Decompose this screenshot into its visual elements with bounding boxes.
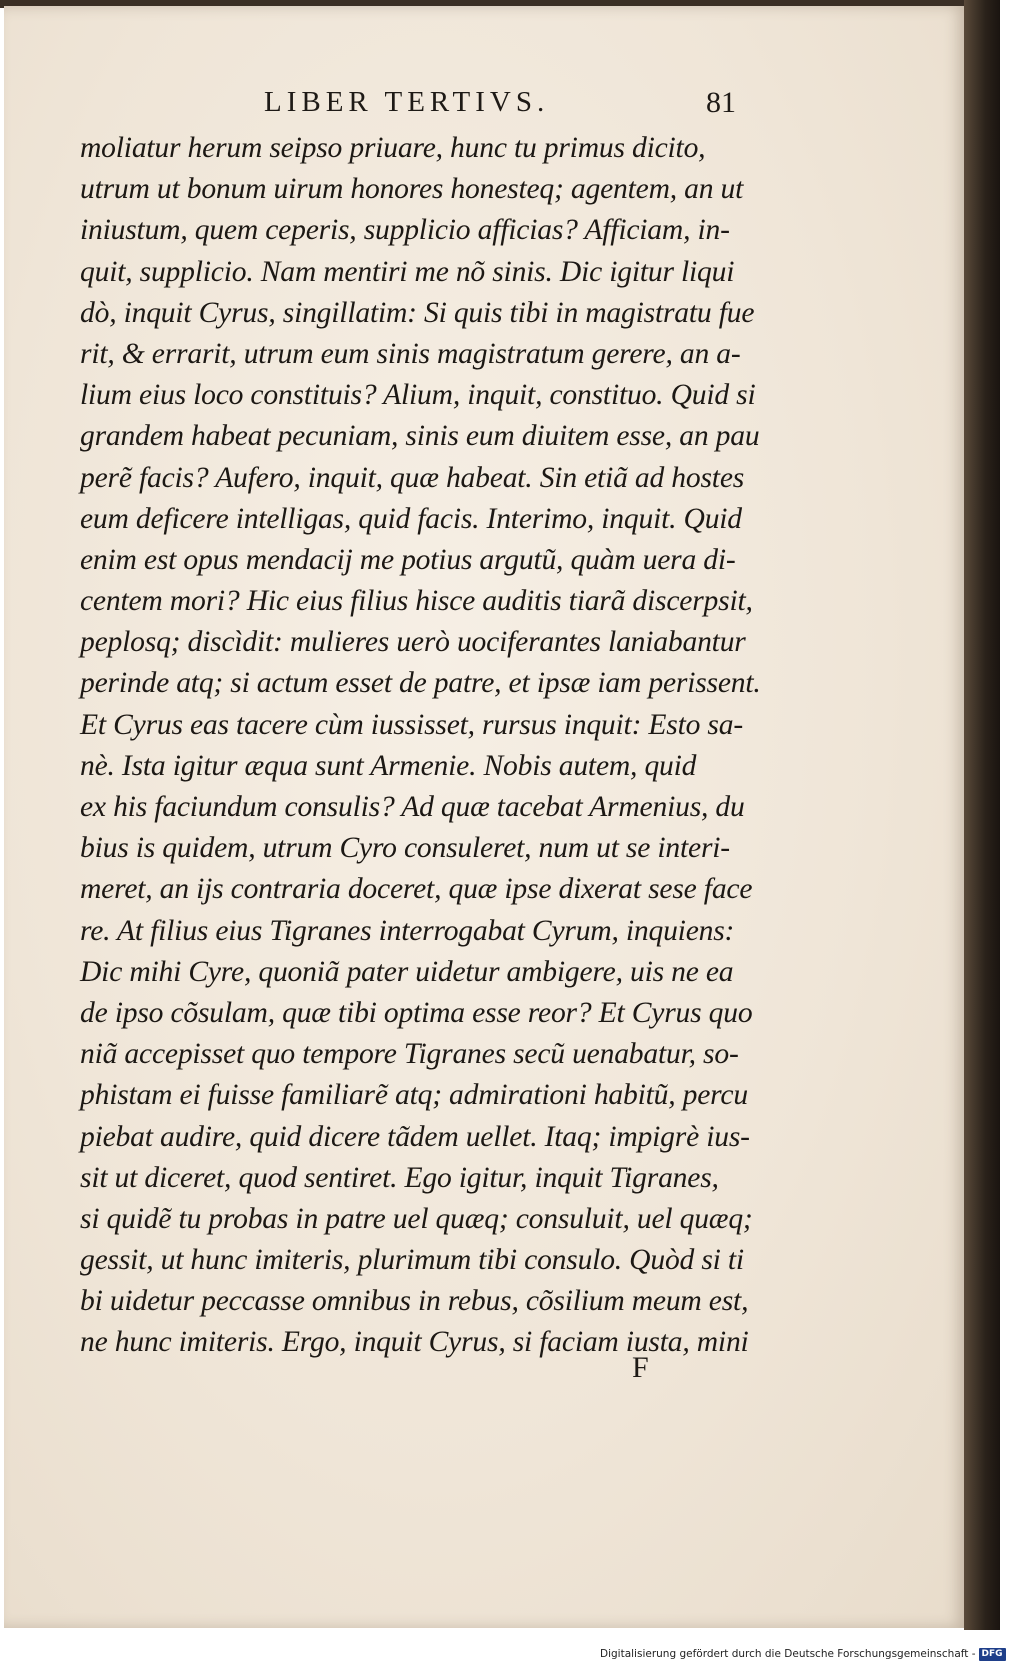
text-line: meret, an ijs contraria doceret, quæ ipse dixerat sese face bbox=[80, 873, 753, 906]
text-line: peplosq; discìdit: mulieres uerò uociferantes laniabantur bbox=[80, 626, 746, 659]
text-line: niã accepisset quo tempore Tigranes secũ uenabatur, so- bbox=[80, 1038, 739, 1071]
text-line: iniustum, quem ceperis, supplicio afficias? Afficiam, in- bbox=[80, 214, 730, 247]
text-line: dò, inquit Cyrus, singillatim: Si quis tibi in magistratu fue bbox=[80, 296, 755, 329]
text-line: phistam ei fuisse familiarẽ atq; admirationi habitũ, percu bbox=[80, 1079, 748, 1112]
text-line: gessit, ut hunc imiteris, plurimum tibi consulo. Quòd si ti bbox=[80, 1244, 744, 1277]
text-line: si quidẽ tu probas in patre uel quæq; consuluit, uel quæq; bbox=[80, 1202, 753, 1235]
text-line: centem mori? Hic eius filius hisce auditis tiarã discerpsit, bbox=[80, 585, 753, 618]
book-page bbox=[4, 6, 966, 1628]
text-line: bi uidetur peccasse omnibus in rebus, cõsilium meum est, bbox=[80, 1285, 749, 1318]
text-line: Dic mihi Cyre, quoniã pater uidetur ambigere, uis ne ea bbox=[80, 955, 734, 988]
signature-mark: F bbox=[632, 1351, 649, 1384]
text-line: ne hunc imiteris. Ergo, inquit Cyrus, si faciam iusta, mini bbox=[80, 1326, 749, 1359]
book-binding-edge bbox=[964, 0, 1000, 1630]
text-line: bius is quidem, utrum Cyro consuleret, num ut se interi- bbox=[80, 832, 730, 865]
text-line: enim est opus mendacij me potius argutũ, quàm uera di- bbox=[80, 543, 736, 576]
text-line: nè. Ista igitur æqua sunt Armenie. Nobis autem, quid bbox=[80, 749, 697, 782]
credit-text: Digitalisierung gefördert durch die Deutsche Forschungsgemeinschaft - bbox=[600, 1648, 976, 1660]
text-line: de ipso cõsulam, quæ tibi optima esse reor? Et Cyrus quo bbox=[80, 996, 753, 1029]
text-line: ex his faciundum consulis? Ad quæ tacebat Armenius, du bbox=[80, 791, 745, 823]
text-line: Et Cyrus eas tacere cùm iussisset, rursus inquit: Esto sa- bbox=[80, 708, 744, 741]
digitization-credit-banner bbox=[600, 1645, 1003, 1664]
text-line: perinde atq; si actum esset de patre, et ipsæ iam perissent. bbox=[80, 667, 761, 700]
text-line: lium eius loco constituis? Alium, inquit, constituo. Quid si bbox=[80, 379, 756, 412]
dfg-logo-icon: DFG bbox=[979, 1648, 1006, 1661]
text-line: quit, supplicio. Nam mentiri me nõ sinis. Dic igitur liqui bbox=[80, 255, 735, 288]
folio-number: 81 bbox=[706, 86, 736, 119]
text-line: utrum ut bonum uirum honores honesteq; agentem, an ut bbox=[80, 173, 744, 206]
text-line: perẽ facis? Aufero, inquit, quæ habeat. Sin etiã ad hostes bbox=[80, 461, 745, 494]
running-title: LIBER TERTIVS. bbox=[264, 86, 550, 118]
text-line: piebat audire, quid dicere tãdem uellet. Itaq; impigrè ius- bbox=[80, 1120, 750, 1153]
text-line: sit ut diceret, quod sentiret. Ego igitur, inquit Tigranes, bbox=[80, 1161, 719, 1194]
text-block bbox=[80, 128, 760, 1364]
text-line: re. At filius eius Tigranes interrogabat Cyrum, inquiens: bbox=[80, 914, 735, 947]
text-line: grandem habeat pecuniam, sinis eum diuitem esse, an pau bbox=[80, 420, 760, 453]
page-header bbox=[74, 86, 754, 126]
text-line: eum deficere intelligas, quid facis. Interimo, inquit. Quid bbox=[80, 502, 742, 535]
text-line: rit, & errarit, utrum eum sinis magistratum gerere, an a- bbox=[80, 337, 741, 370]
text-line: moliatur herum seipso priuare, hunc tu primus dicito, bbox=[80, 132, 706, 164]
